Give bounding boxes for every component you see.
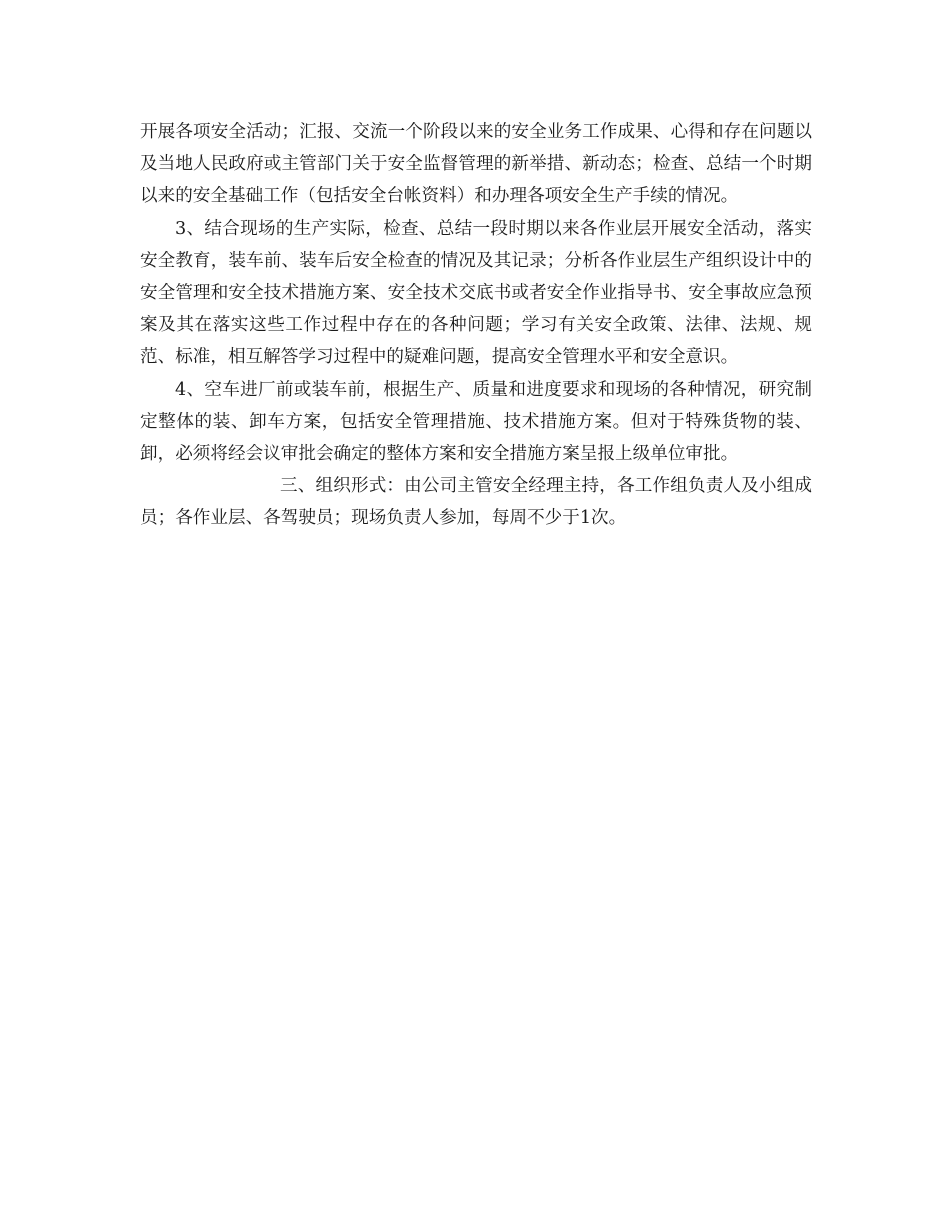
paragraph-activities-continued: 开展各项安全活动；汇报、交流一个阶段以来的安全业务工作成果、心得和存在问题以及当地人民政府或主管部门关于安全监督管理的新举措、新动态；检查、总结一个时期以来的安全基础工作（包括安全台帐资料）和办理各项安全生产手续的情况。	[140, 122, 812, 207]
document-body	[140, 116, 812, 535]
paragraph-organization-form: 三、组织形式：由公司主管安全经理主持，各工作组负责人及小组成员；各作业层、各驾驶员；现场负责人参加，每周不少于1次。	[140, 476, 812, 529]
paragraph-item-4: 4、空车进厂前或装车前，根据生产、质量和进度要求和现场的各种情况，研究制定整体的装、卸车方案，包括安全管理措施、技术措施方案。但对于特殊货物的装、卸，必须将经会议审批会确定的整体方案和安全措施方案呈报上级单位审批。	[140, 379, 812, 465]
paragraph-item-3: 3、结合现场的生产实际，检查、总结一段时期以来各作业层开展安全活动，落实安全教育，装车前、装车后安全检查的情况及其记录；分析各作业层生产组织设计中的安全管理和安全技术措施方案、安全技术交底书或者安全作业指导书、安全事故应急预案及其在落实这些工作过程中存在的各种问题；学习有关安全政策、法律、法规、规范、标准，相互解答学习过程中的疑难问题，提高安全管理水平和安全意识。	[140, 218, 812, 368]
